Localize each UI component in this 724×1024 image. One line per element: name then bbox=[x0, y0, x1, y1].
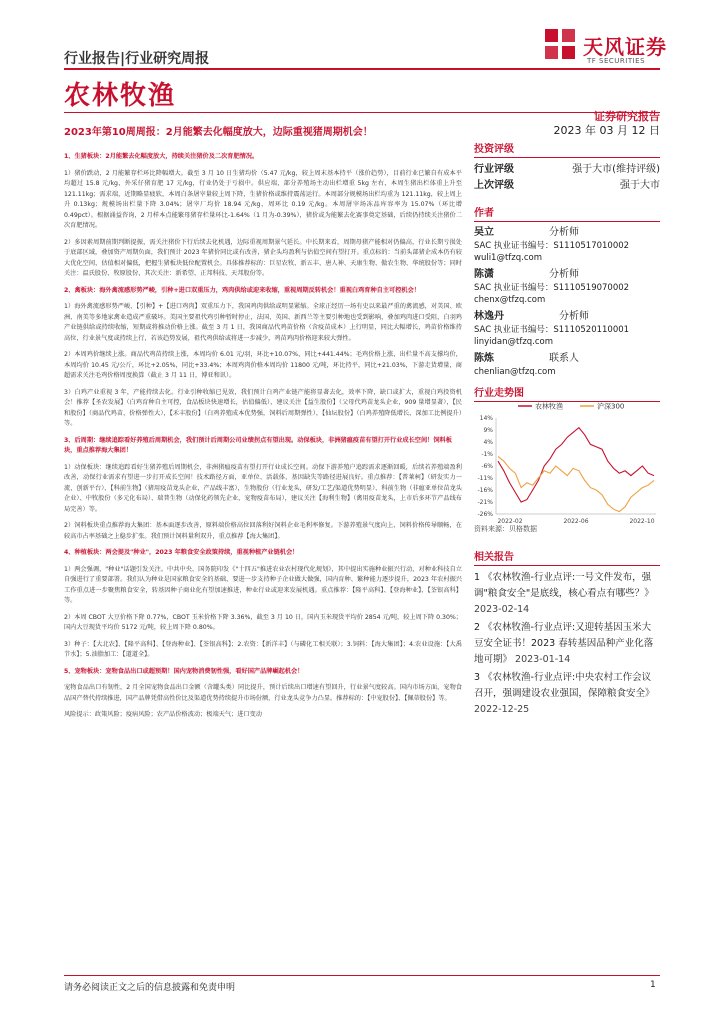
footer-divider bbox=[64, 975, 660, 976]
footer-disclaimer[interactable]: 请务必阅读正文之后的信息披露和免责申明 bbox=[64, 983, 236, 993]
section-heading: 1、生猪板块：2月能繁去化幅度放大，持续关注猪价及二次育肥情况。 bbox=[64, 153, 259, 160]
x-tick-label: 2022-10 bbox=[629, 518, 655, 525]
author-cert: SAC 执业证书编号：S1110517010002 bbox=[474, 241, 630, 251]
industry-rating bbox=[474, 162, 660, 178]
author-name: 陈炼 bbox=[474, 353, 494, 364]
brand-name-cn: 天风证券 bbox=[583, 35, 667, 59]
related-heading: 相关报告 bbox=[474, 548, 660, 566]
related-date: 2023-01-14 bbox=[515, 654, 571, 665]
author-cert: SAC 执业证书编号：S1110519070002 bbox=[474, 283, 630, 293]
rating-value: 强于大市(维持评级) bbox=[572, 164, 660, 175]
brand-logo-icon bbox=[543, 27, 577, 61]
author-card bbox=[474, 226, 660, 264]
page-title: 农林牧渔 bbox=[64, 81, 177, 111]
author-card bbox=[474, 352, 660, 378]
header-divider bbox=[64, 68, 660, 70]
y-tick-label: -11% bbox=[477, 475, 493, 482]
related-date: 2023-02-14 bbox=[474, 604, 530, 615]
author-email[interactable]: linyidan@tfzq.com bbox=[474, 337, 554, 347]
industry-trend-chart bbox=[474, 400, 660, 530]
section-heading: 3、后周期：继续追踪看好养殖后周期机会，我们预计后周期公司业绩拐点有望出现。动保板块，非洲猪瘟疫苗有望打开行业成长空间！饲料板块，重点推荐海大集团！ bbox=[64, 436, 452, 454]
paragraph: 1）猪价跌动，2 月能繁存栏环比降幅增大。截至 3 月 10 日生猪均价（5.47 元/kg，较上周末基本持平（涨价趋势），目前行业已繁自有成本平均超过 15.8 元/kg，外采仔猪育肥 17 元/kg，行业仍处于亏损中。供应端，部分养殖场主动出栏增重 5kg 左右，本周生猪出栏体重上升至 121.11kg；需求端，近期略显疲软，本周白条屠宰量较上周下降，生猪价格或维持震荡运行。本周部分规模场出栏均重为 121.11kg，较上周上升 0.13kg；规模场出栏量下降 3.04%；屠宰厂均价 18.94 元/kg，周环比 0.19 元/kg。本周屠宰场冻品库容率为 15.07%（环比增 0.49pct）。根据涌益咨询，2 月样本点能繁母猪存栏量环比-1.64%（1 月为-0.39%），猪价或为能繁去化赛事奠定基础，后续仍持续关注猪价二次育肥情况。 bbox=[64, 169, 462, 229]
related-panel bbox=[474, 548, 660, 720]
author-card bbox=[474, 310, 660, 348]
authors-heading: 作者 bbox=[474, 204, 660, 222]
x-tick-label: 2022-02 bbox=[497, 518, 523, 525]
section-heading: 4、种植板块：两会提及"种业"，2023 年粮食安全政策持续，重视种植产业链机会！ bbox=[64, 549, 299, 556]
paragraph: 1）海外禽流感形势严峻，【引种】+【进口鸡肉】双重压力下，我国鸡肉供给或明显紧缩。全球正经历一场有史以来最严重的禽流感，对美国、欧洲、南美等多地家禽业造成严重破坏。美国主要祖代鸡引种暂时停止，法国、英国、新西兰等主要引种地也受到影响，叠加鸡肉进口受阻，白羽鸡产业链供给或持续收缩，短期或将推动价格上涨。截至 3 月 1 日，我国商品代鸡苗价格（含疫苗成本）上行明显，同比大幅增长，鸡苗价格维持高位，行业景气度或持续上行，若该趋势发展，祖代鸡供给或将进一步减少，鸡苗鸡肉价格迎来较大弹性。 bbox=[64, 303, 462, 342]
legend-label: 沪深300 bbox=[597, 402, 625, 411]
legend-label: 农林牧渔 bbox=[535, 402, 563, 411]
paragraph: 3）白鸡产业重视 3 年，产能持续去化。行业引种收缩已见效，我们预计白鸡产业链产能将显著去化，效率下降，缺口或扩大，重视白鸡投资机会！推荐【圣农发展】（白鸡育种自主可控，食品板块快速增长，估值偏低），建议关注【益生股份】（父母代鸡苗龙头企业，909 量增显著），【民和股份】（商品代鸡苗，价格弹性大），【禾丰股份】（白鸡养殖成本优势强，饲料后周期弹性），【仙坛股份】（白鸡养殖降低增长，深加工比例提升）等。 bbox=[64, 388, 462, 427]
authors-panel bbox=[474, 204, 660, 382]
related-title[interactable]: 《农林牧渔-行业点评:中央农村工作会议召开，强调建设农业强国，保障粮食安全》 bbox=[474, 672, 655, 699]
related-report[interactable] bbox=[474, 620, 660, 668]
section-heading: 2、禽板块：海外禽流感形势严峻，引种+进口双重压力，鸡肉供给或迎来收缩，重视周期反转机会！重视白鸡育种自主可控机会！ bbox=[64, 286, 420, 294]
author-title: 分析师 bbox=[559, 311, 589, 322]
section-label: 证券研究报告 bbox=[594, 110, 660, 123]
related-title[interactable]: 《农林牧渔-行业点评:又迎转基因玉米大豆安全证书！2023 春转基因品种产业化落地可期》 bbox=[474, 622, 654, 665]
author-card bbox=[474, 268, 660, 306]
paragraph: 2）多因素周期前期判断提振，需关注猪价下行后续去化机遇，边际重视周期景气延长。中长期来看，周期母猪产能相对仍偏高，行业长期亏损处于底部区域，叠加资产周期负面，我们预计 2023 年猪价同比或有改善，猪企头均盈利与估值空间有望打开。重点标的：当前头部猪企成本仍有较大优化空间，估值相对偏低，把握生猪板块低位配置机会。具体推荐标的：巨星农牧、新五丰、唐人神、天康生物、傲农生物、华统股份等；同时关注：温氏股份、牧原股份，其次关注：新希望、正邦科技、天邦股份等。 bbox=[64, 238, 462, 277]
y-tick-label: -6% bbox=[481, 463, 493, 470]
x-tick-label: 2022-06 bbox=[563, 518, 589, 525]
page-number: 1 bbox=[650, 980, 656, 990]
related-title[interactable]: 《农林牧渔-行业点评:一号文件发布，强调"粮食安全"是底线，核心看点有哪些？》 bbox=[474, 572, 654, 599]
prev-rating-value: 强于大市 bbox=[620, 180, 660, 191]
author-title: 分析师 bbox=[549, 269, 579, 280]
y-tick-label: -16% bbox=[477, 487, 493, 494]
y-tick-label: 4% bbox=[483, 439, 493, 446]
related-report[interactable] bbox=[474, 570, 660, 618]
author-email[interactable]: chenx@tfzq.com bbox=[474, 295, 546, 305]
y-tick-label: 9% bbox=[483, 427, 493, 434]
author-name: 陈潇 bbox=[474, 269, 494, 280]
series-line bbox=[498, 456, 654, 511]
risk-warning: 风险提示：政策风险；疫病风险；农产品价格波动；极端天气；进口变动 bbox=[64, 711, 262, 718]
author-title: 分析师 bbox=[549, 227, 579, 238]
report-type: 行业报告|行业研究周报 bbox=[64, 51, 210, 67]
related-report[interactable] bbox=[474, 670, 660, 718]
author-email[interactable]: wuli1@tfzq.com bbox=[474, 253, 543, 263]
y-tick-label: -1% bbox=[481, 451, 493, 458]
paragraph: 2）本周鸡价继续上涨。商品代鸡苗持续上涨，本周均价 6.01 元/羽，环比+10.07%，同比+441.44%；毛鸡价格上涨，出栏量不高支撑均价，本周均价 10.45 元/公斤，环比+2.05%，同比+33.4%；本周鸡肉价格本周均价 11800 元/吨，环比持平，同比+21.03%，下游走货增量，商超需求关注毛鸡价格周度换算（截止 3 月 11 日，博亚和讯）。 bbox=[64, 351, 462, 379]
author-name: 林逸丹 bbox=[474, 311, 504, 322]
y-tick-label: 14% bbox=[479, 415, 493, 422]
report-subtitle: 2023年第10周周报：2月能繁去化幅度放大，边际重视猪周期机会！ bbox=[64, 127, 373, 138]
prev-rating-label: 上次评级 bbox=[474, 180, 514, 191]
previous-rating bbox=[474, 178, 660, 194]
related-index: 3 bbox=[474, 672, 481, 683]
author-name: 吴立 bbox=[474, 227, 494, 238]
related-index: 1 bbox=[474, 572, 481, 583]
y-tick-label: -21% bbox=[477, 499, 493, 506]
rating-panel bbox=[474, 140, 660, 194]
chart-source: 资料来源：贝格数据 bbox=[474, 525, 537, 533]
section-heading: 5、宠物板块：宠物食品出口或超预期！国内宠物消费韧性强，看好国产品牌崛起机会！ bbox=[64, 667, 304, 675]
author-email[interactable]: chenlian@tfzq.com bbox=[474, 367, 556, 377]
author-cert: SAC 执业证书编号：S1110520110001 bbox=[474, 325, 630, 335]
paragraph: 3）种子：【大北农】、【隆平高科】、【登海种业】、【荃银高科】；2.农资：【新洋丰】（与磷化工相关联）；3.饲料：【海大集团】；4.农业设施：【大禹节水】；5.油脂加工：【道道全】。 bbox=[64, 640, 462, 658]
rating-heading: 投资评级 bbox=[474, 140, 660, 158]
paragraph: 2）本周 CBOT 大豆价格下降 0.77%，CBOT 玉米价格下降 3.36%，截至 3 月 10 日，国内玉米现货平均价 2854 元/吨，较上周下降 0.30%；国内大豆现货平均价 5172 元/吨，较上周下降 0.80%。 bbox=[64, 613, 462, 631]
related-date: 2022-12-25 bbox=[474, 704, 530, 715]
paragraph: 1）两会强调，"种业"话题引发关注。中共中央、国务院印发《"十四五"推进农业农村现代化规划》，其中提出实施种业振兴行动，对种业科技自立自强进行了重要部署。我们认为种业是国家粮食安全的基础，要进一步支持种子企业做大做强，国内育种、繁种能力逐步提升，2023 年农村振兴工作重点进一步聚焦粮食安全，转基因种子商业化有望加速推进，种业行业或迎来发展机遇。重点推荐：【隆平高科】、【登海种业】、【荃银高科】等。 bbox=[64, 565, 462, 604]
related-index: 2 bbox=[474, 622, 481, 633]
y-tick-label: -26% bbox=[477, 511, 493, 518]
paragraph: 2）饲料板块重点推荐海大集团：基本面逐步改善，原料端价格高位回落利好饲料企业毛利率修复。下游养殖景气度向上，饲料价格传导顺畅，在较高市占率基础之上稳步扩张。我们预计饲料量利双升，重点推荐【海大集团】。 bbox=[64, 522, 462, 540]
series-line bbox=[498, 428, 654, 502]
trend-heading: 行业走势图 bbox=[474, 384, 660, 402]
author-title: 联系人 bbox=[549, 353, 579, 364]
brand-name-en: TF SECURITIES bbox=[587, 57, 646, 65]
rating-label: 行业评级 bbox=[474, 164, 514, 175]
paragraph: 宠物食品出口有韧性，2 月全国宠物食品出口金额（含罐头类）同比提升，预计后续出口增速有望回升，行业景气度较高。国内市场方面，宠物食品国产替代持续推进，国产品牌凭借高性价比及渠道优势持续提升市场份额，行业龙头竞争力凸显。推荐标的：【中宠股份】、【佩蒂股份】等。 bbox=[64, 684, 462, 702]
report-body bbox=[64, 152, 462, 727]
paragraph: 1）动保板块：继续追踪看好生猪养殖后周期机会，非洲猪瘟疫苗有望打开行业成长空间。动保下游养殖户追踪需求逐渐回暖，后续若养殖端盈利改善，动保行业需求有望进一步打开成长空间！技术路径方面，亚单位、活载体、基因缺失等路径进展良好。重点推荐：【普莱柯】（研发实力一流，创新平台）、【科前生物】（猪用疫苗龙头企业，产品线丰富），生物股份（行业龙头，研发/工艺/渠道优势明显）、科前生物（非瘟亚单位苗龙头企业）、中牧股份（多元化布局）、瑞普生物（动保化药领先企业，宠物疫苗布局），建议关注【海利生物】（禽用疫苗龙头，上市后多环节产品线布局完善）等。 bbox=[64, 463, 462, 513]
report-date: 2023 年 03 月 12 日 bbox=[553, 124, 660, 137]
